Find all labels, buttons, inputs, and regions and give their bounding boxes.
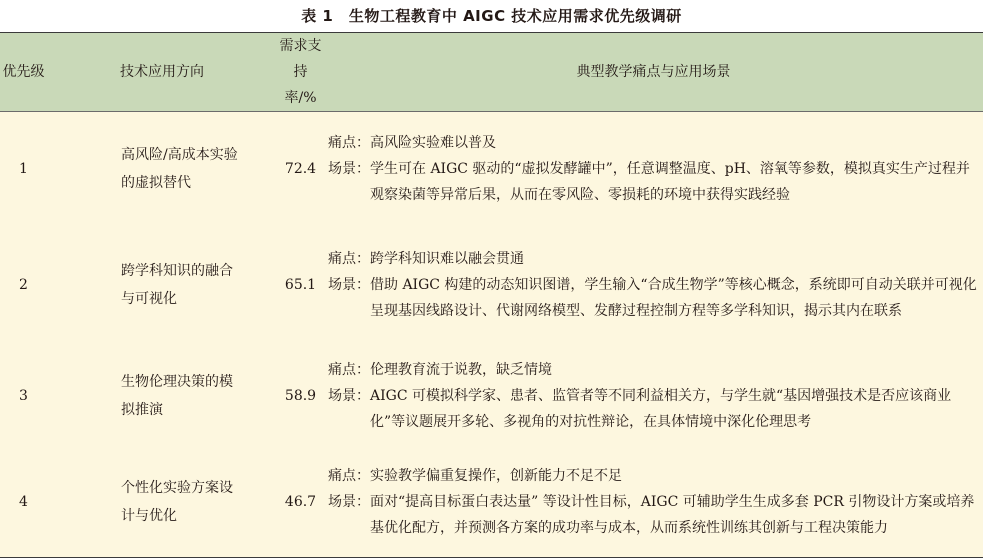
table-row	[0, 344, 983, 448]
direction-line2: 拟推演	[121, 401, 163, 418]
pain-point	[328, 246, 979, 272]
table-row	[0, 226, 983, 344]
scene	[328, 272, 979, 324]
scene-text: 借助 AIGC 构建的动态知识图谱，学生输入“合成生物学”等核心概念，系统即可自动关联并可视化呈现基因线路设计、代谢网络模型、发酵过程控制方程等多学科知识，揭示其内在联系	[370, 276, 977, 319]
header-support-line1: 需求支持	[279, 38, 322, 80]
priority-cell: 4	[19, 494, 28, 511]
scene	[328, 489, 979, 541]
priority-table	[0, 32, 983, 558]
header-support	[277, 33, 324, 112]
pain-text: 实验教学偏重复操作，创新能力不足不足	[370, 468, 622, 485]
scenario-cell	[324, 448, 983, 558]
direction-cell	[47, 112, 277, 226]
support-cell: 58.9	[284, 387, 317, 404]
scene-text: 面对“提高目标蛋白表达量” 等设计性目标，AIGC 可辅助学生生成多套 PCR 引物设计方案或培养基优化配方，并预测各方案的成功率与成本，从而系统性训练其创新与工程决策能力	[370, 494, 975, 537]
scenario-cell	[324, 344, 983, 448]
priority-cell: 1	[19, 160, 28, 177]
direction-line1: 高风险/高成本实验	[121, 146, 238, 163]
header-direction: 技术应用方向	[120, 64, 204, 80]
scenario-cell	[324, 112, 983, 226]
pain-text: 高风险实验难以普及	[370, 134, 496, 151]
direction-cell	[47, 226, 277, 344]
support-cell: 46.7	[284, 494, 317, 511]
pain-label: 痛点：	[328, 250, 370, 267]
support-cell: 65.1	[284, 276, 317, 293]
pain-point	[328, 357, 979, 383]
pain-label: 痛点：	[328, 361, 370, 378]
direction-line1: 个性化实验方案设	[121, 480, 233, 497]
pain-text: 伦理教育流于说教，缺乏情境	[370, 361, 552, 378]
scene	[328, 156, 979, 208]
priority-cell: 3	[19, 387, 28, 404]
scene	[328, 383, 979, 435]
direction-cell	[47, 344, 277, 448]
table-row	[0, 448, 983, 558]
direction-line1: 跨学科知识的融合	[121, 262, 233, 279]
direction-line1: 生物伦理决策的模	[121, 373, 233, 390]
scene-label: 场景：	[328, 494, 370, 511]
pain-text: 跨学科知识难以融会贯通	[370, 250, 524, 267]
direction-line2: 计与优化	[121, 508, 177, 525]
header-row	[0, 33, 983, 112]
scene-text: AIGC 可模拟科学家、患者、监管者等不同利益相关方，与学生就“基因增强技术是否应该商业化”等议题展开多轮、多视角的对抗性辩论，在具体情境中深化伦理思考	[370, 387, 952, 430]
header-scenario: 典型教学痛点与应用场景	[576, 64, 731, 80]
scene-label: 场景：	[328, 160, 370, 177]
header-support-line2: 率/%	[284, 90, 317, 106]
scenario-cell	[324, 226, 983, 344]
pain-point	[328, 130, 979, 156]
direction-line2: 与可视化	[121, 290, 177, 307]
table-row	[0, 112, 983, 226]
header-priority: 优先级	[2, 64, 45, 80]
direction-cell	[47, 448, 277, 558]
scene-label: 场景：	[328, 387, 370, 404]
table-caption: 表 1 生物工程教育中 AIGC 技术应用需求优先级调研	[301, 7, 682, 25]
support-cell: 72.4	[284, 160, 317, 177]
priority-cell: 2	[19, 276, 28, 293]
scene-label: 场景：	[328, 276, 370, 293]
pain-label: 痛点：	[328, 134, 370, 151]
pain-label: 痛点：	[328, 468, 370, 485]
direction-line2: 的虚拟替代	[121, 174, 191, 191]
scene-text: 学生可在 AIGC 驱动的“虚拟发酵罐中”，任意调整温度、pH、溶氧等参数，模拟真实生产过程并观察染菌等异常后果，从而在零风险、零损耗的环境中获得实践经验	[370, 160, 970, 203]
pain-point	[328, 463, 979, 489]
